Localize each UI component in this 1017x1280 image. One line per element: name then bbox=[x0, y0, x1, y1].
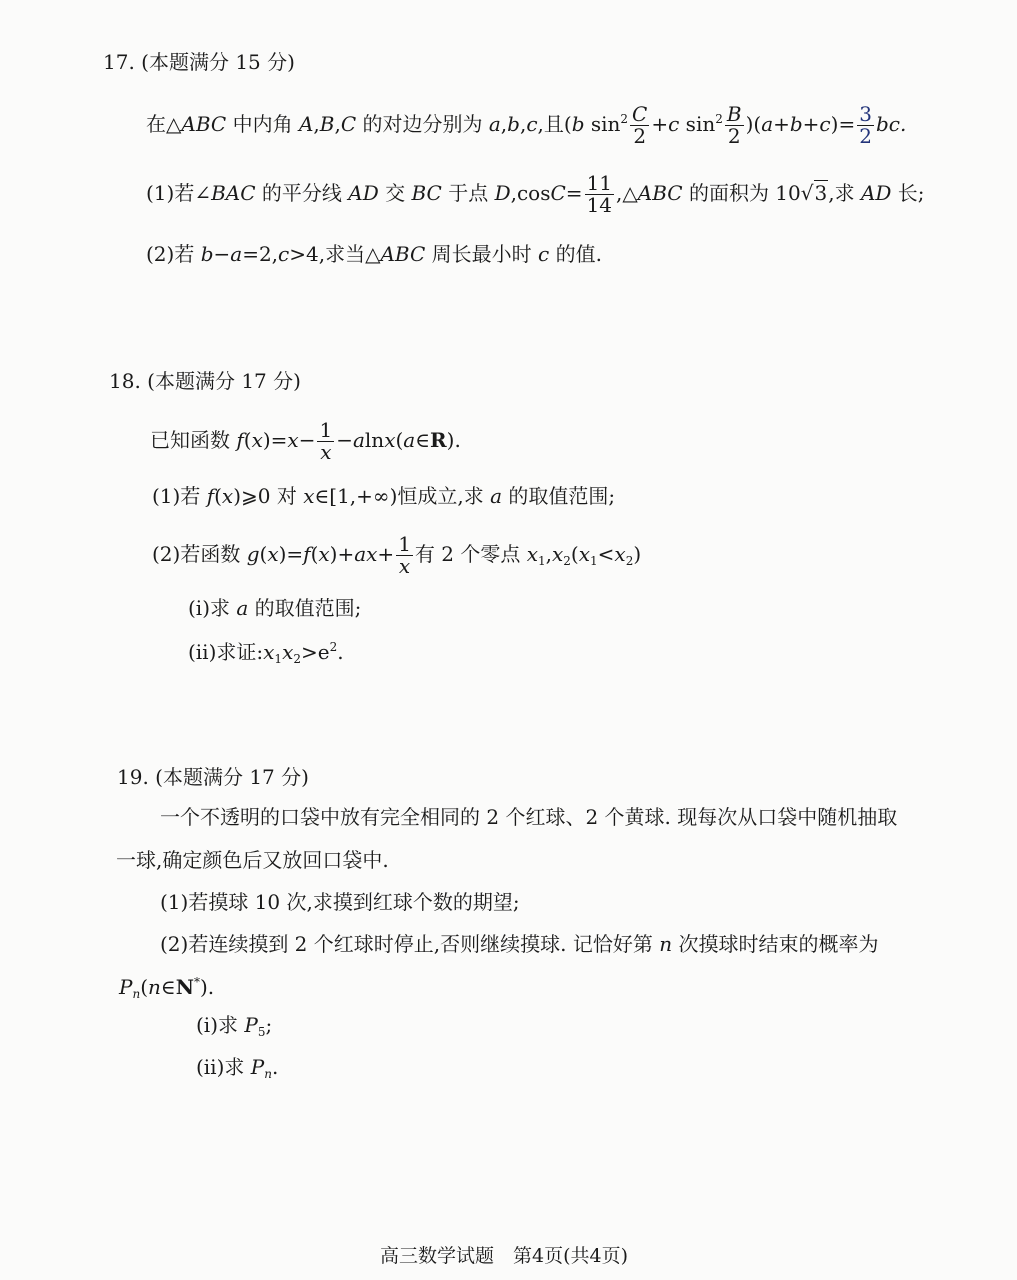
q17-part2: (2)若 b−a=2,c>4,求当△ABC 周长最小时 c 的值. bbox=[146, 242, 602, 266]
sqrt-symbol: √ bbox=[800, 181, 814, 205]
fraction-1-over-x-2: $\frac{1}{x}$ bbox=[398, 532, 411, 578]
q18-part2: (2)若函数 g(x)=f(x)+ax+ $\frac{1}{x}$ 有 2 个零点 $x_1,x_2(x_1<x_2)$ bbox=[152, 532, 642, 578]
fraction-11-over-14: $\frac{11}{14}$ bbox=[586, 171, 613, 217]
fraction-3-over-2: $\frac{3}{2}$ bbox=[859, 102, 872, 148]
fraction-b-over-2: $\frac{B}{2}$ bbox=[726, 102, 742, 148]
q18-subpart-ii: (ⅱ)求证$:x_1x_2>e^2$. bbox=[188, 640, 344, 666]
q18-heading: 18. (本题满分 17 分) bbox=[109, 369, 301, 393]
q19-part2: (2)若连续摸到 2 个红球时停止,否则继续摸球. 记恰好第 n 次摸球时结束的概率为 bbox=[160, 932, 879, 956]
q18-part1: (1)若 f(x)⩾0 对 x∈[1,+∞)恒成立,求 a 的取值范围; bbox=[152, 484, 616, 508]
q19-subpart-ii: (ⅱ)求 $P_n$. bbox=[196, 1055, 279, 1081]
q19-stem-line2: 一球,确定颜色后又放回口袋中. bbox=[116, 848, 389, 872]
q17-heading: 17. (本题满分 15 分) bbox=[103, 50, 295, 74]
q17-part1: (1)若∠BAC 的平分线 AD 交 BC 于点 D,cosC= $\frac{11}{14}$ ,△ABC 的面积为 10√3,求 AD 长; bbox=[146, 171, 925, 217]
q19-part1: (1)若摸球 10 次,求摸到红球个数的期望; bbox=[160, 890, 520, 914]
page-footer: 高三数学试题 第4页(共4页) bbox=[380, 1245, 629, 1267]
q18-stem: 已知函数 f(x)=x− $\frac{1}{x}$ −alnx(a∈R). bbox=[150, 418, 461, 464]
q19-stem-line1: 一个不透明的口袋中放有完全相同的 2 个红球、2 个黄球. 现每次从口袋中随机抽取 bbox=[160, 805, 898, 829]
q19-subpart-i: (ⅰ)求 $P_5$; bbox=[196, 1013, 273, 1039]
fraction-1-over-x: $\frac{1}{x}$ bbox=[319, 418, 333, 464]
q19-part2-cont: $P_n(n\in N^*)$. bbox=[119, 975, 215, 1001]
fraction-c-over-2: $\frac{C}{2}$ bbox=[632, 102, 648, 148]
q17-stem: 在△ABC 中内角 A,B,C 的对边分别为 a,b,c,且(b $\sin^2$ $\frac{C}{2}$ +c $\sin^2$ $\frac{B}{2}$ )(a+b+c)= $\frac{3}{2}$ bc. bbox=[146, 102, 907, 148]
q18-subpart-i: (ⅰ)求 a 的取值范围; bbox=[188, 596, 362, 620]
q19-heading: 19. (本题满分 17 分) bbox=[117, 765, 309, 789]
